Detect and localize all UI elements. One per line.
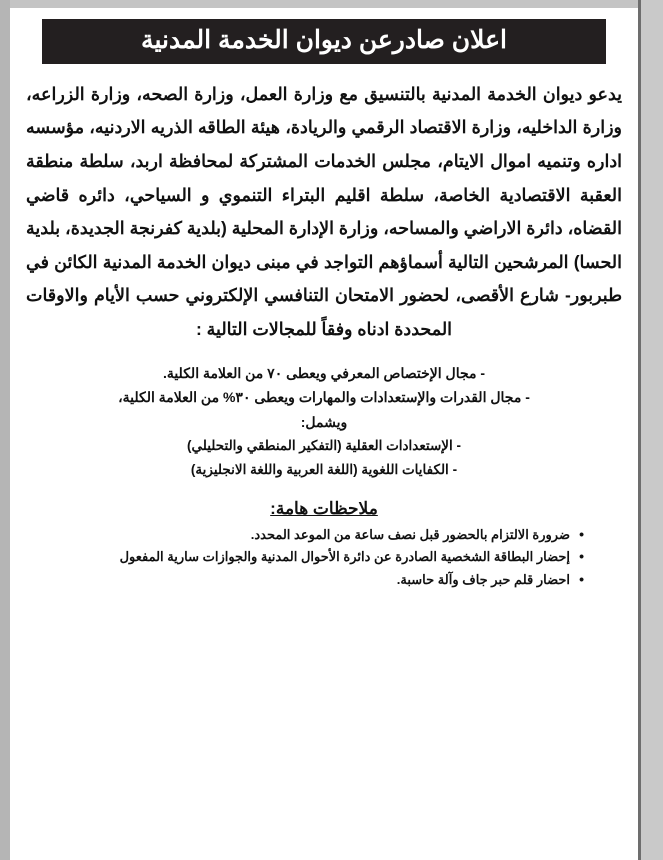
- page-title: اعلان صادرعن ديوان الخدمة المدنية: [42, 19, 606, 64]
- page-edge-left: [0, 0, 10, 860]
- criteria-item-1: - مجال الإختصاص المعرفي ويعطى ٧٠ من العلامة الكلية.: [162, 364, 486, 381]
- notes-title: ملاحظات هامة:: [270, 499, 378, 519]
- criteria-intro: ويشمل:: [300, 413, 348, 430]
- announcement-paragraph: يدعو ديوان الخدمة المدنية بالتنسيق مع وزارة العمل، وزارة الصحه، وزارة الزراعه، وزارة الداخليه، وزارة الاقتصاد الرقمي والريادة، هيئة الطاقه الذريه الاردنيه، مؤسسه اداره وتنميه اموال الايتام، مجلس الخدمات المشتركة لمحافظة اربد، سلطة منطقة العقبة الاقتصادية الخاصة، سلطة اقليم البتراء التنموي و السياحي، دائره قاضي القضاه، دائرة الاراضي والمساحه، وزارة الإدارة المحلية (بلدية كفرنجة الجديدة، بلدية الحسا) المرشحين التالية أسماؤهم التواجد في مبنى ديوان الخدمة المدنية الكائن في طبربور- شارع الأقصى، لحضور الامتحان التنافسي الإلكتروني حسب الأيام والاوقات المحددة ادناه وفقاً للمجالات التالية :: [26, 83, 622, 339]
- criteria-list: [24, 361, 624, 482]
- list-item: • احضار قلم حبر جاف وآلة حاسبة.: [60, 570, 584, 590]
- page-edge-right: [641, 0, 663, 860]
- notes-list: [60, 525, 584, 589]
- announcement-body: [10, 8, 638, 860]
- list-item: • إحضار البطاقة الشخصية الصادرة عن دائرة الأحوال المدنية والجوازات سارية المفعول: [60, 547, 584, 567]
- criteria-sub-item-1: - الإستعدادات العقلية (التفكير المنطقي والتحليلي): [187, 438, 461, 453]
- criteria-item-2: - مجال القدرات والإستعدادات والمهارات ويعطى ٣٠% من العلامة الكلية،: [118, 389, 530, 405]
- page-edge-top: [0, 0, 663, 8]
- criteria-sub-item-2: - الكفايات اللغوية (اللغة العربية واللغة الانجليزية): [190, 461, 458, 477]
- list-item: • ضرورة الالتزام بالحضور قبل نصف ساعة من الموعد المحدد.: [60, 525, 584, 545]
